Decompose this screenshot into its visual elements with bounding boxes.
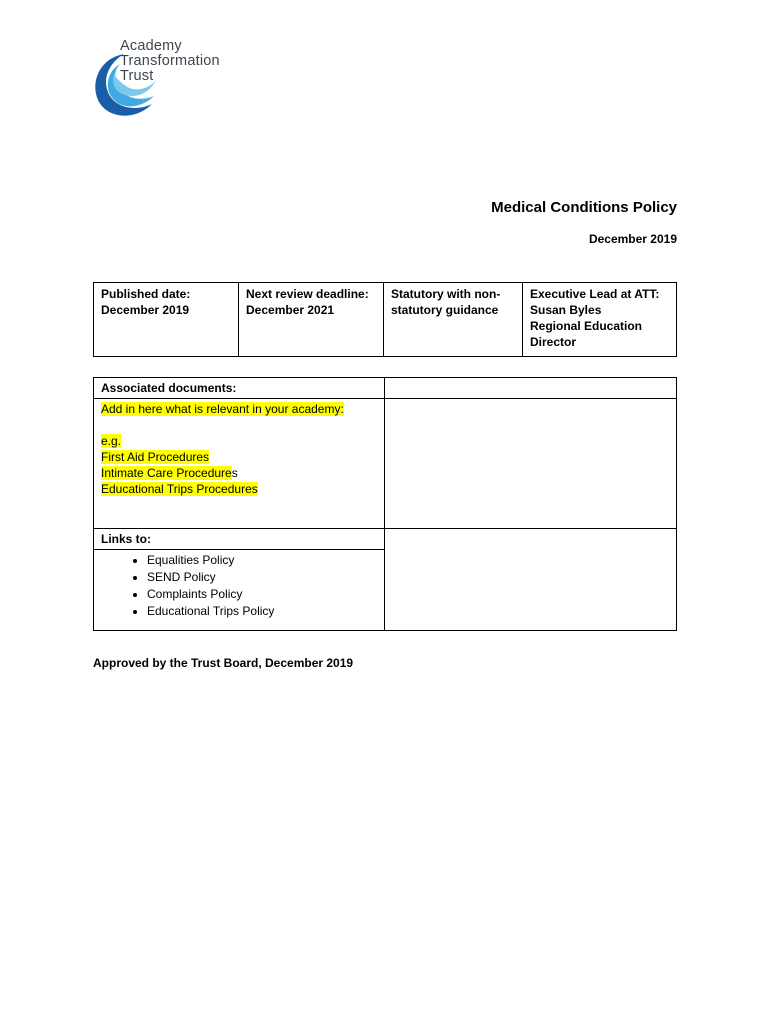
example-label: e.g. bbox=[101, 434, 122, 448]
links-content-cell bbox=[94, 550, 385, 631]
table-row bbox=[94, 378, 677, 399]
associated-label: Associated documents: bbox=[101, 381, 237, 395]
table-row bbox=[94, 529, 677, 550]
logo-line-academy: Academy bbox=[120, 38, 182, 54]
example-intimate-care-suffix: s bbox=[231, 466, 238, 480]
example-first-aid: First Aid Procedures bbox=[101, 450, 210, 464]
review-value: December 2021 bbox=[246, 303, 335, 317]
lead-name: Susan Byles bbox=[530, 303, 602, 317]
logo-line-trust: Trust bbox=[120, 68, 154, 84]
table-row bbox=[94, 399, 677, 529]
list-item: • Equalities Policy bbox=[147, 552, 377, 569]
executive-lead-cell bbox=[523, 283, 677, 357]
lead-label: Executive Lead at ATT: bbox=[530, 287, 660, 301]
policy-info-table bbox=[93, 282, 677, 357]
example-intimate-care: Intimate Care Procedure bbox=[101, 466, 232, 480]
documents-table bbox=[93, 377, 677, 631]
logo-line-transformation: Transformation bbox=[120, 53, 220, 69]
att-logo bbox=[90, 38, 250, 120]
statutory-line-1: Statutory with non- bbox=[391, 287, 501, 301]
document-date: December 2019 bbox=[588, 232, 677, 246]
associated-label-cell bbox=[94, 378, 385, 399]
empty-cell bbox=[385, 399, 677, 529]
review-label: Next review deadline: bbox=[246, 287, 369, 301]
list-item: • Complaints Policy bbox=[147, 586, 377, 603]
table-row bbox=[94, 283, 677, 357]
empty-cell bbox=[385, 529, 677, 631]
links-label-cell bbox=[94, 529, 385, 550]
empty-cell bbox=[385, 378, 677, 399]
published-cell bbox=[94, 283, 239, 357]
statutory-cell bbox=[384, 283, 523, 357]
logo-wordmark bbox=[120, 39, 220, 84]
links-label: Links to: bbox=[101, 532, 151, 546]
published-label: Published date: bbox=[101, 287, 191, 301]
lead-role-line-2: Director bbox=[530, 335, 577, 349]
relevance-hint: Add in here what is relevant in your academy: bbox=[101, 402, 344, 416]
approval-statement: Approved by the Trust Board, December 2019 bbox=[93, 656, 354, 670]
associated-content-cell bbox=[94, 399, 385, 529]
lead-role-line-1: Regional Education bbox=[530, 319, 643, 333]
list-item: • Educational Trips Policy bbox=[147, 603, 377, 620]
published-value: December 2019 bbox=[101, 303, 190, 317]
links-list bbox=[101, 552, 377, 620]
statutory-line-2: statutory guidance bbox=[391, 303, 499, 317]
page-title: Medical Conditions Policy bbox=[491, 199, 677, 216]
list-item: • SEND Policy bbox=[147, 569, 377, 586]
review-cell bbox=[239, 283, 384, 357]
example-educational-trips: Educational Trips Procedures bbox=[101, 482, 258, 496]
